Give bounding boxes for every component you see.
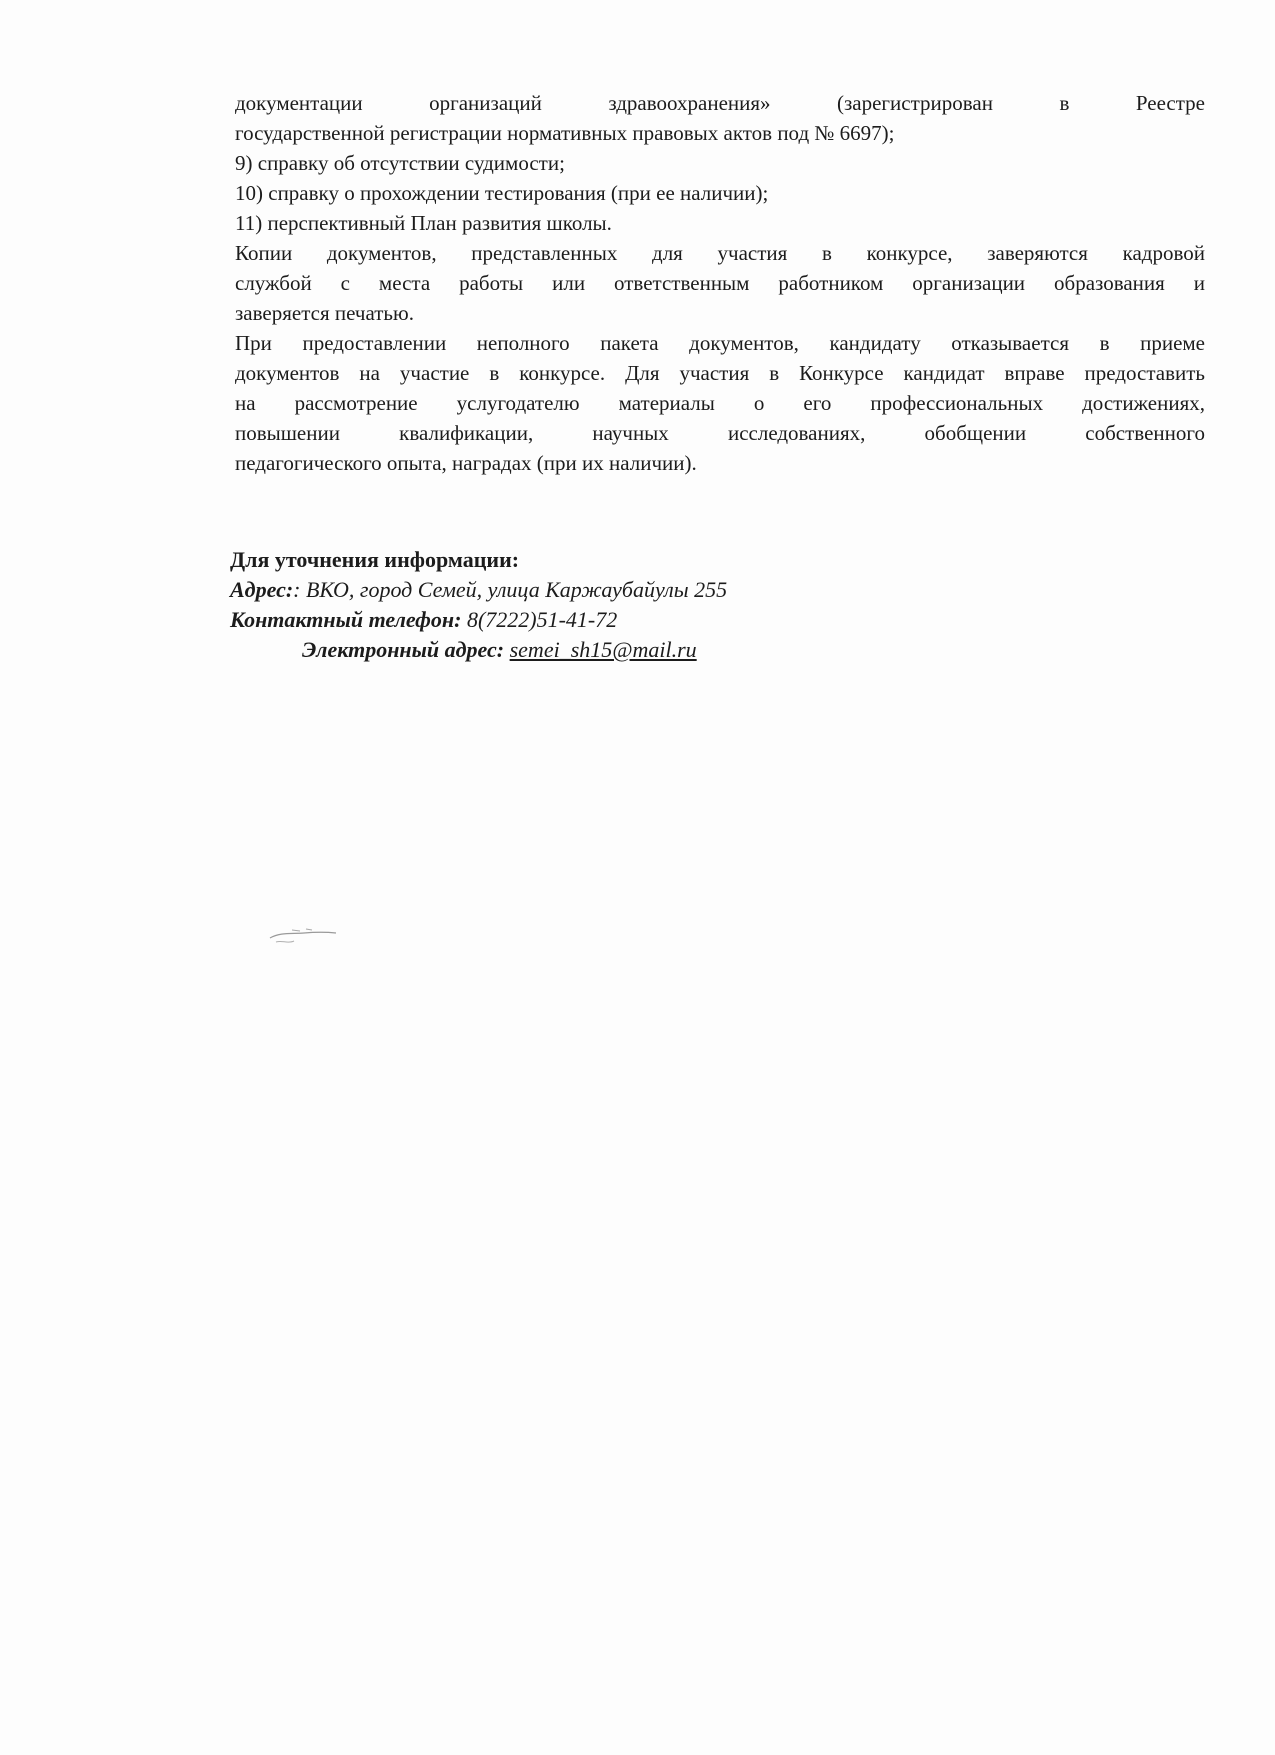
phone-value: 8(7222)51-41-72 <box>461 607 618 632</box>
address-value: : ВКО, город Семей, улица Каржаубайулы 255 <box>293 577 728 602</box>
phone-row <box>230 605 930 635</box>
list-item: 11) перспективный План развития школы. <box>235 211 612 235</box>
list-item: 9) справку об отсутствии судимости; <box>235 151 565 175</box>
copies-paragraph-line: службой с места работы или ответственным работником организации образования и <box>235 271 1205 295</box>
address-row <box>230 575 930 605</box>
list-item: 10) справку о прохождении тестирования (при ее наличии); <box>235 181 769 205</box>
document-body <box>235 88 1205 478</box>
contact-heading: Для уточнения информации: <box>230 547 520 572</box>
address-label: Адрес: <box>230 577 294 602</box>
incomplete-paragraph-line: документов на участие в конкурсе. Для участия в Конкурсе кандидат вправе предоставить <box>235 361 1205 385</box>
ink-smudge-icon <box>262 920 342 950</box>
incomplete-paragraph-line: педагогического опыта, наградах (при их наличии). <box>235 451 697 475</box>
paragraph-line: государственной регистрации нормативных правовых актов под № 6697); <box>235 121 895 145</box>
incomplete-paragraph-line: на рассмотрение услугодателю материалы о его профессиональных достижениях, <box>235 391 1205 415</box>
email-row <box>230 635 930 665</box>
email-link[interactable]: semei_sh15@mail.ru <box>509 637 697 662</box>
copies-paragraph-line: Копии документов, представленных для участия в конкурсе, заверяются кадровой <box>235 241 1205 265</box>
incomplete-paragraph-line: повышении квалификации, научных исследованиях, обобщении собственного <box>235 421 1205 445</box>
contact-block <box>230 545 930 665</box>
phone-label: Контактный телефон: <box>230 607 462 632</box>
email-label: Электронный адрес: <box>302 637 505 662</box>
incomplete-paragraph-line: При предоставлении неполного пакета документов, кандидату отказывается в приеме <box>235 331 1205 355</box>
paragraph-line: документации организаций здравоохранения» (зарегистрирован в Реестре <box>235 91 1205 115</box>
copies-paragraph-line: заверяется печатью. <box>235 301 414 325</box>
